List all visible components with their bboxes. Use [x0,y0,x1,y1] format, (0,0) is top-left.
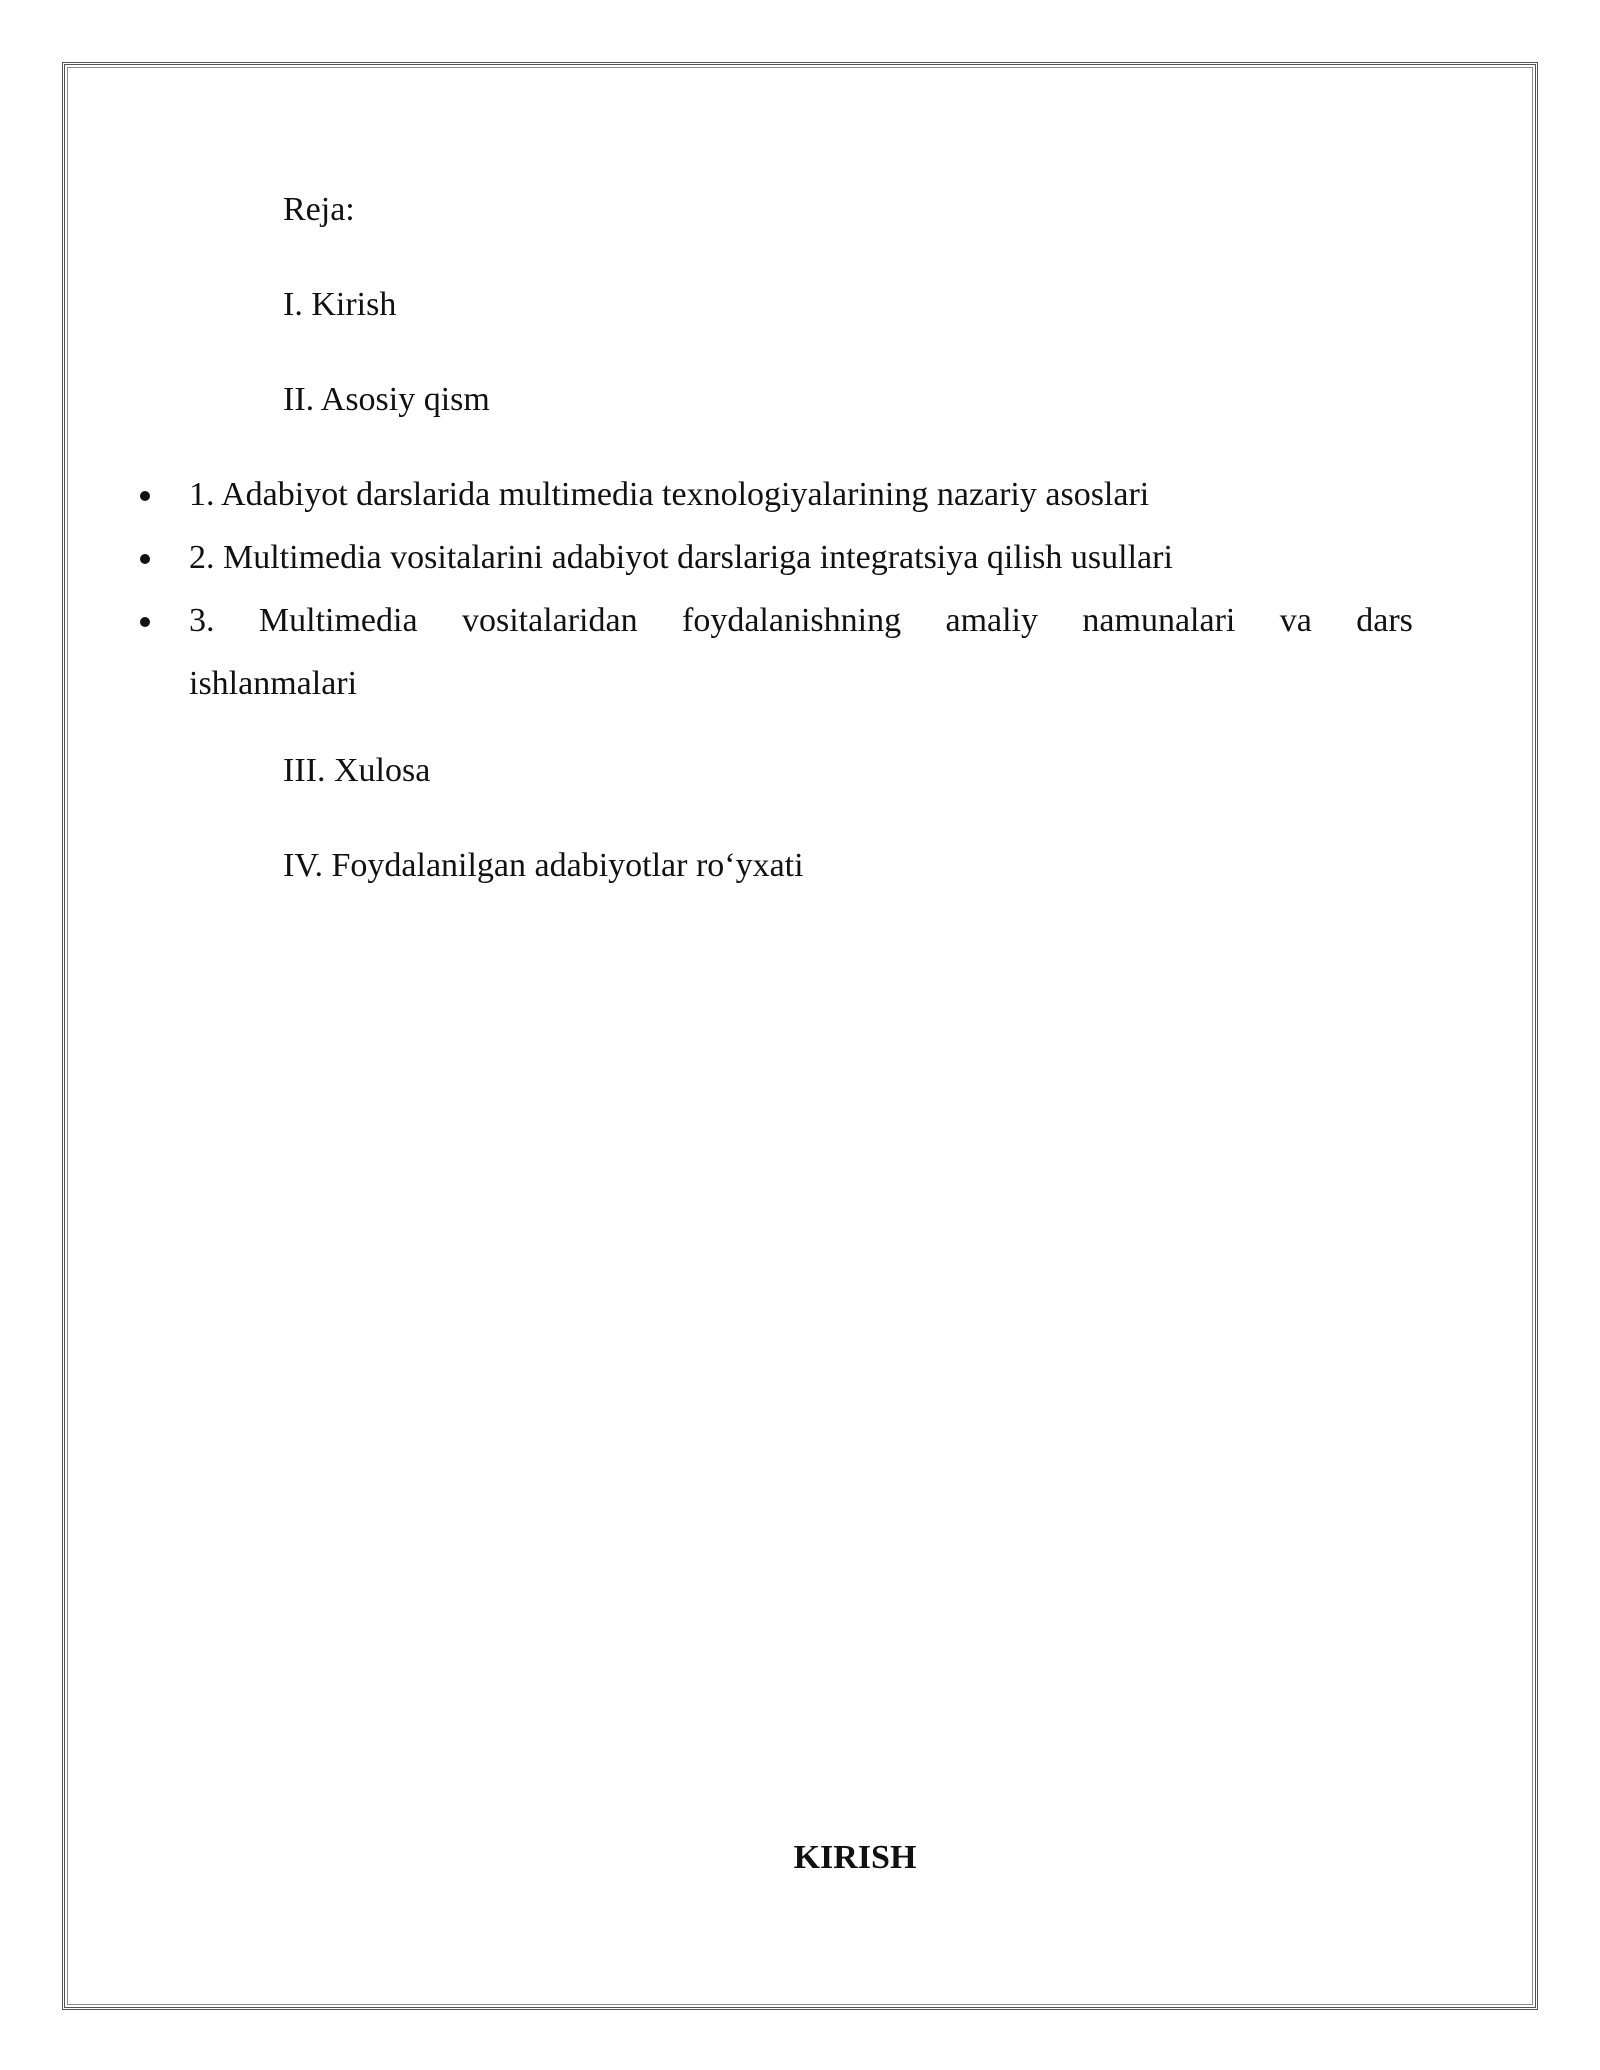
plan-title: Reja: [283,191,355,228]
plan-subitem-3-word: va [1279,602,1312,639]
plan-subitem-2: 2. Multimedia vositalarini adabiyot darslariga integratsiya qilish usullari [189,539,1173,576]
plan-subitem-1: 1. Adabiyot darslarida multimedia texnologiyalarining nazariy asoslari [189,476,1150,513]
plan-subitem-3-word: 3. [189,602,215,639]
plan-subitem-3-word: amaliy [945,602,1039,639]
plan-subitem-3-word: namunalari [1082,602,1236,639]
plan-subitem-3-continuation: ishlanmalari [189,665,358,702]
plan-item-asosiy-qism: II. Asosiy qism [283,381,490,418]
section-heading: KIRISH [793,1839,917,1876]
plan-item-adabiyotlar: IV. Foydalanilgan adabiyotlar ro‘yxati [283,847,804,884]
plan-subitem-3-word: foydalanishning [682,602,902,639]
page-border [62,62,1538,2010]
plan-subitem-3 [189,601,1413,641]
bullet-icon [140,554,150,564]
plan-item-xulosa: III. Xulosa [283,752,431,789]
bullet-icon [140,617,150,627]
plan-item-kirish: I. Kirish [283,286,397,323]
plan-subitem-3-word: dars [1356,602,1413,639]
plan-subitem-3-word: vositalaridan [461,602,638,639]
plan-subitem-3-word: Multimedia [258,602,418,639]
bullet-icon [140,491,150,501]
